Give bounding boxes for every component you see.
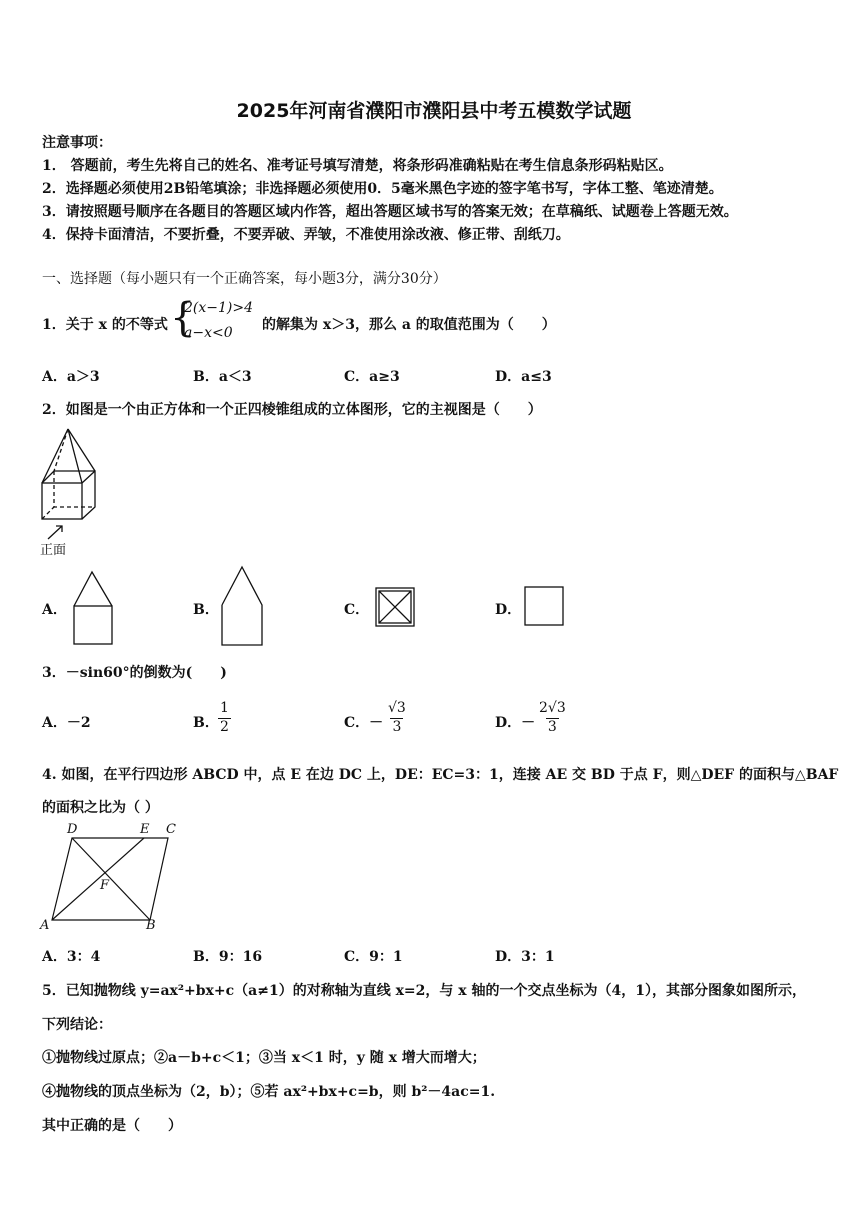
q3-option-b-denominator: 2: [220, 718, 229, 735]
notice-item-2: 2．选择题必须使用2B铅笔填涂；非选择题必须使用0．5毫米黑色字迹的签字笔书写，字体工整、笔迹清楚。: [42, 181, 723, 197]
q3-option-d-denominator: 3: [547, 718, 557, 735]
q2-solid-figure: [38, 425, 102, 557]
q3-option-d-fraction: [537, 700, 568, 736]
notice-item-1: 1． 答题前，考生先将自己的姓名、准考证号填写清楚，将条形码准确粘贴在考生信息条形码粘贴区。: [42, 158, 673, 174]
q2-option-b-figure[interactable]: [218, 563, 266, 649]
q4-option-d: D．3：1: [495, 949, 555, 965]
q5-conclusions-line2: ④抛物线的顶点坐标为（2，b）；⑤若 ax²+bx+c=b，则 b²－4ac=1.: [42, 1084, 496, 1100]
q4-label-e: E: [140, 822, 150, 837]
q3-option-c-numerator: √3: [388, 700, 406, 716]
q3-option-c-denominator: 3: [392, 718, 402, 735]
q4-label-d: D: [67, 822, 78, 837]
q4-stem-line1: 4. 如图，在平行四边形 ABCD 中，点 E 在边 DC 上，DE：EC=3：1，连接 AE 交 BD 于点 F，则△DEF 的面积与△BAF: [42, 767, 839, 783]
q1-system-line1: 2(x−1)>4: [184, 300, 254, 316]
q1-option-c: C．a≥3: [344, 369, 400, 385]
notice-item-3: 3．请按照题号顺序在各题目的答题区域内作答，超出答题区域书写的答案无效；在草稿纸、试题卷上答题无效。: [42, 204, 738, 220]
q3-option-b-fraction: [218, 700, 231, 736]
q3-option-c-fraction: [386, 700, 408, 736]
q2-option-d-figure[interactable]: [522, 584, 568, 630]
notice-item-4: 4．保持卡面清洁，不要折叠，不要弄破、弄皱，不准使用涂改液、修正带、刮纸刀。: [42, 227, 570, 243]
q4-option-c: C．9：1: [344, 949, 403, 965]
q3-option-c-letter: C．－: [344, 715, 384, 731]
q1-prefix: 1．关于 x 的不等式: [42, 317, 168, 333]
q3-option-d-letter: D．－: [495, 715, 536, 731]
q4-stem-line2: 的面积之比为（ ）: [42, 800, 159, 816]
q2-option-c-figure[interactable]: [372, 584, 418, 630]
q2-option-c-letter: C．: [344, 602, 370, 618]
q1-suffix: 的解集为 x＞3，那么 a 的取值范围为（ ）: [262, 317, 556, 333]
q2-front-label: 正面: [40, 543, 67, 558]
page-title: 2025年河南省濮阳市濮阳县中考五模数学试题: [236, 100, 632, 122]
q1-system-line2: a−x<0: [184, 325, 233, 341]
q5-stem-line2: 下列结论：: [42, 1017, 112, 1033]
q3-option-b-numerator: 1: [220, 700, 229, 716]
q5-question: 其中正确的是（ ）: [42, 1118, 182, 1134]
q4-parallelogram-figure: [38, 822, 188, 936]
q2-option-a-figure[interactable]: [70, 568, 116, 648]
q5-conclusions-line1: ①抛物线过原点；②a－b+c＜1；③当 x＜1 时，y 随 x 增大而增大；: [42, 1050, 486, 1066]
q2-option-a-letter: A．: [42, 602, 67, 618]
q3-option-a: A．－2: [42, 715, 91, 731]
q4-option-b: B．9：16: [193, 949, 263, 965]
q3-option-d-numerator: 2√3: [539, 700, 566, 716]
q2-option-d-letter: D．: [495, 602, 522, 618]
q1-option-d: D．a≤3: [495, 369, 552, 385]
q4-label-a: A: [40, 918, 50, 933]
q4-label-b: B: [146, 918, 156, 933]
q1-brace: {: [170, 295, 196, 341]
q3-stem: 3．－sin60°的倒数为( ): [42, 665, 227, 681]
q2-stem: 2．如图是一个由正方体和一个正四棱锥组成的立体图形，它的主视图是（ ）: [42, 402, 542, 418]
q1-option-b: B．a＜3: [193, 369, 252, 385]
q5-stem-line1: 5．已知抛物线 y=ax²+bx+c（a≠1）的对称轴为直线 x=2，与 x 轴的一个交点坐标为（4，1），其部分图象如图所示，: [42, 983, 806, 999]
q2-option-b-letter: B．: [193, 602, 219, 618]
q4-option-a: A．3：4: [42, 949, 101, 965]
q4-label-c: C: [166, 822, 176, 837]
section-heading: 一、选择题（每小题只有一个正确答案，每小题3分，满分30分）: [42, 271, 447, 287]
q1-option-a: A．a＞3: [42, 369, 100, 385]
q4-label-f: F: [100, 878, 110, 893]
notice-heading: 注意事项：: [42, 135, 112, 151]
q3-option-b-letter: B．: [193, 715, 219, 731]
